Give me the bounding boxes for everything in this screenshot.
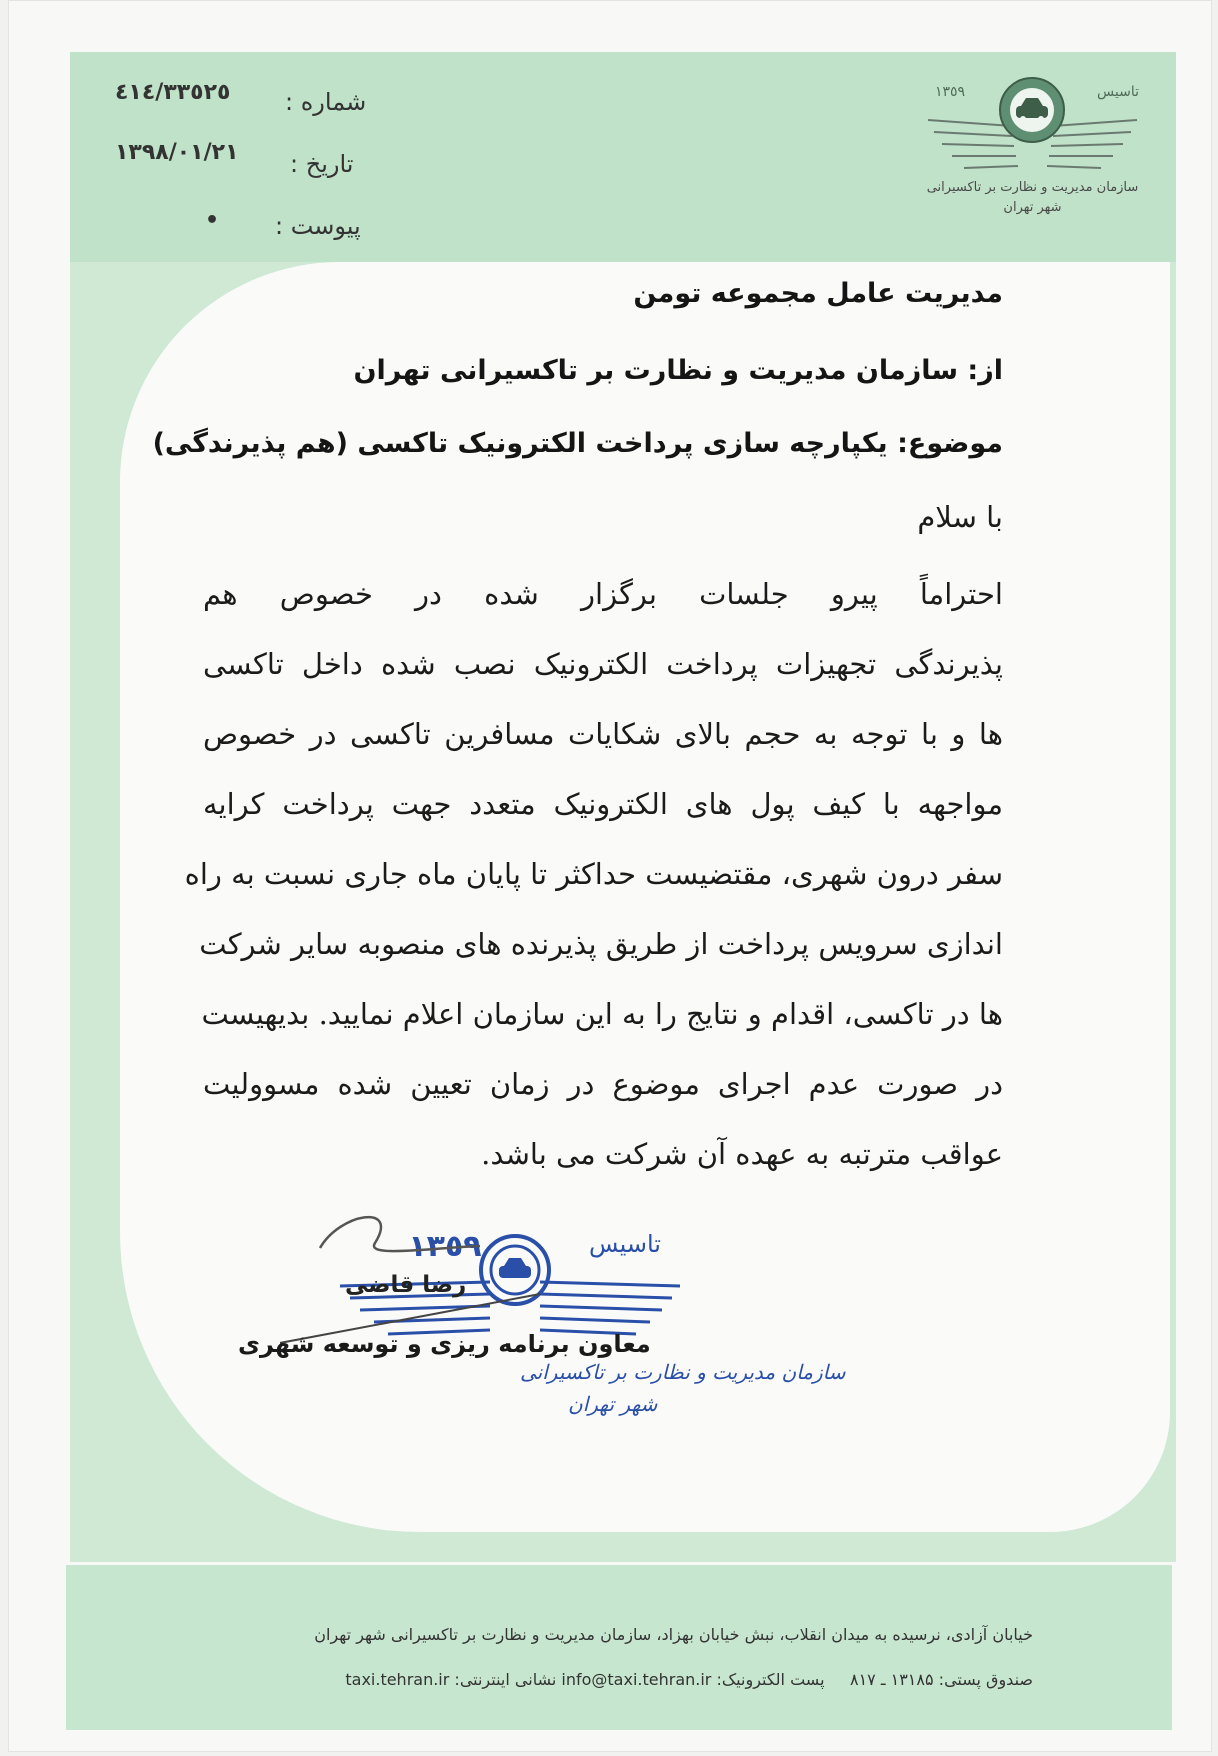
body-line-5: سفر درون شهری، مقتضیست حداکثر تا پایان ماه جاری نسبت به راه [184,857,1003,891]
number-value: ٤١٤/٣٣٥٢٥ [115,80,231,105]
body-line-2: پذیرندگی تجهیزات پرداخت الکترونیک نصب شده داخل تاکسی [203,647,1003,681]
website-label: نشانی اینترنتی: [454,1670,557,1689]
salutation: با سلام [917,500,1003,534]
official-stamp [280,1208,700,1418]
footer-band [66,1565,1172,1730]
attachment-value: • [205,208,221,233]
stamp-city-text: شهر تهران [568,1392,658,1416]
subject-line: موضوع: یکپارچه سازی پرداخت الکترونیک تاکسی (هم پذیرندگی) [152,428,1003,459]
body-line-9: عواقب مترتبه به عهده آن شرکت می باشد. [481,1137,1003,1171]
email-value: info@taxi.tehran.ir [561,1670,712,1689]
signatory-title: معاون برنامه ریزی و توسعه شهری [238,1330,651,1358]
recipient-line: مدیریت عامل مجموعه تومن [633,278,1003,309]
footer-contacts [345,1670,1033,1689]
logo-org-line2: شهر تهران [1003,200,1062,215]
postal-value: ۱۳۱۸۵ ـ ۸۱۷ [849,1670,934,1689]
stamp-founded-word: تاسیس [589,1230,661,1258]
attachment-label: پیوست : [275,212,361,240]
signatory-name: رضا قاضی [345,1272,467,1298]
number-label: شماره : [285,88,367,116]
body-line-6: اندازی سرویس پرداخت از طریق پذیرنده های منصوبه سایر شرکت [199,927,1003,961]
date-label: تاریخ : [290,150,354,178]
logo-founded-word: تاسیس [1097,84,1139,100]
stamp-year: ١٣٥٩ [408,1229,482,1264]
body-line-8: در صورت عدم اجرای موضوع در زمان تعیین شده مسوولیت [203,1067,1003,1101]
stamp-org-text: سازمان مدیریت و نظارت بر تاکسیرانی [520,1360,846,1384]
footer-address: خیابان آزادی، نرسیده به میدان انقلاب، نبش خیابان بهزاد، سازمان مدیریت و نظارت بر تاکسیرانی شهر تهران [314,1625,1033,1644]
logo-founded-year: ١٣٥٩ [934,84,966,100]
body-line-7: ها در تاکسی، اقدام و نتایج را به این سازمان اعلام نمایید. بدیهیست [201,997,1003,1031]
postal-label: صندوق پستی: [938,1670,1033,1689]
logo-org-line1: سازمان مدیریت و نظارت بر تاکسیرانی [926,180,1139,195]
website-value: taxi.tehran.ir [345,1670,450,1689]
email-label: پست الکترونیک: [716,1670,825,1689]
body-line-1: احتراماً پیرو جلسات برگزار شده در خصوص هم [203,577,1003,611]
body-line-4: مواجهه با کیف پول های الکترونیک متعدد جهت پرداخت کرایه [203,787,1003,821]
from-line: از: سازمان مدیریت و نظارت بر تاکسیرانی تهران [353,355,1003,386]
body-line-3: ها و با توجه به حجم بالای شکایات مسافرین تاکسی در خصوص [203,717,1003,751]
date-value: ١٣٩٨/٠١/٢١ [115,140,239,165]
